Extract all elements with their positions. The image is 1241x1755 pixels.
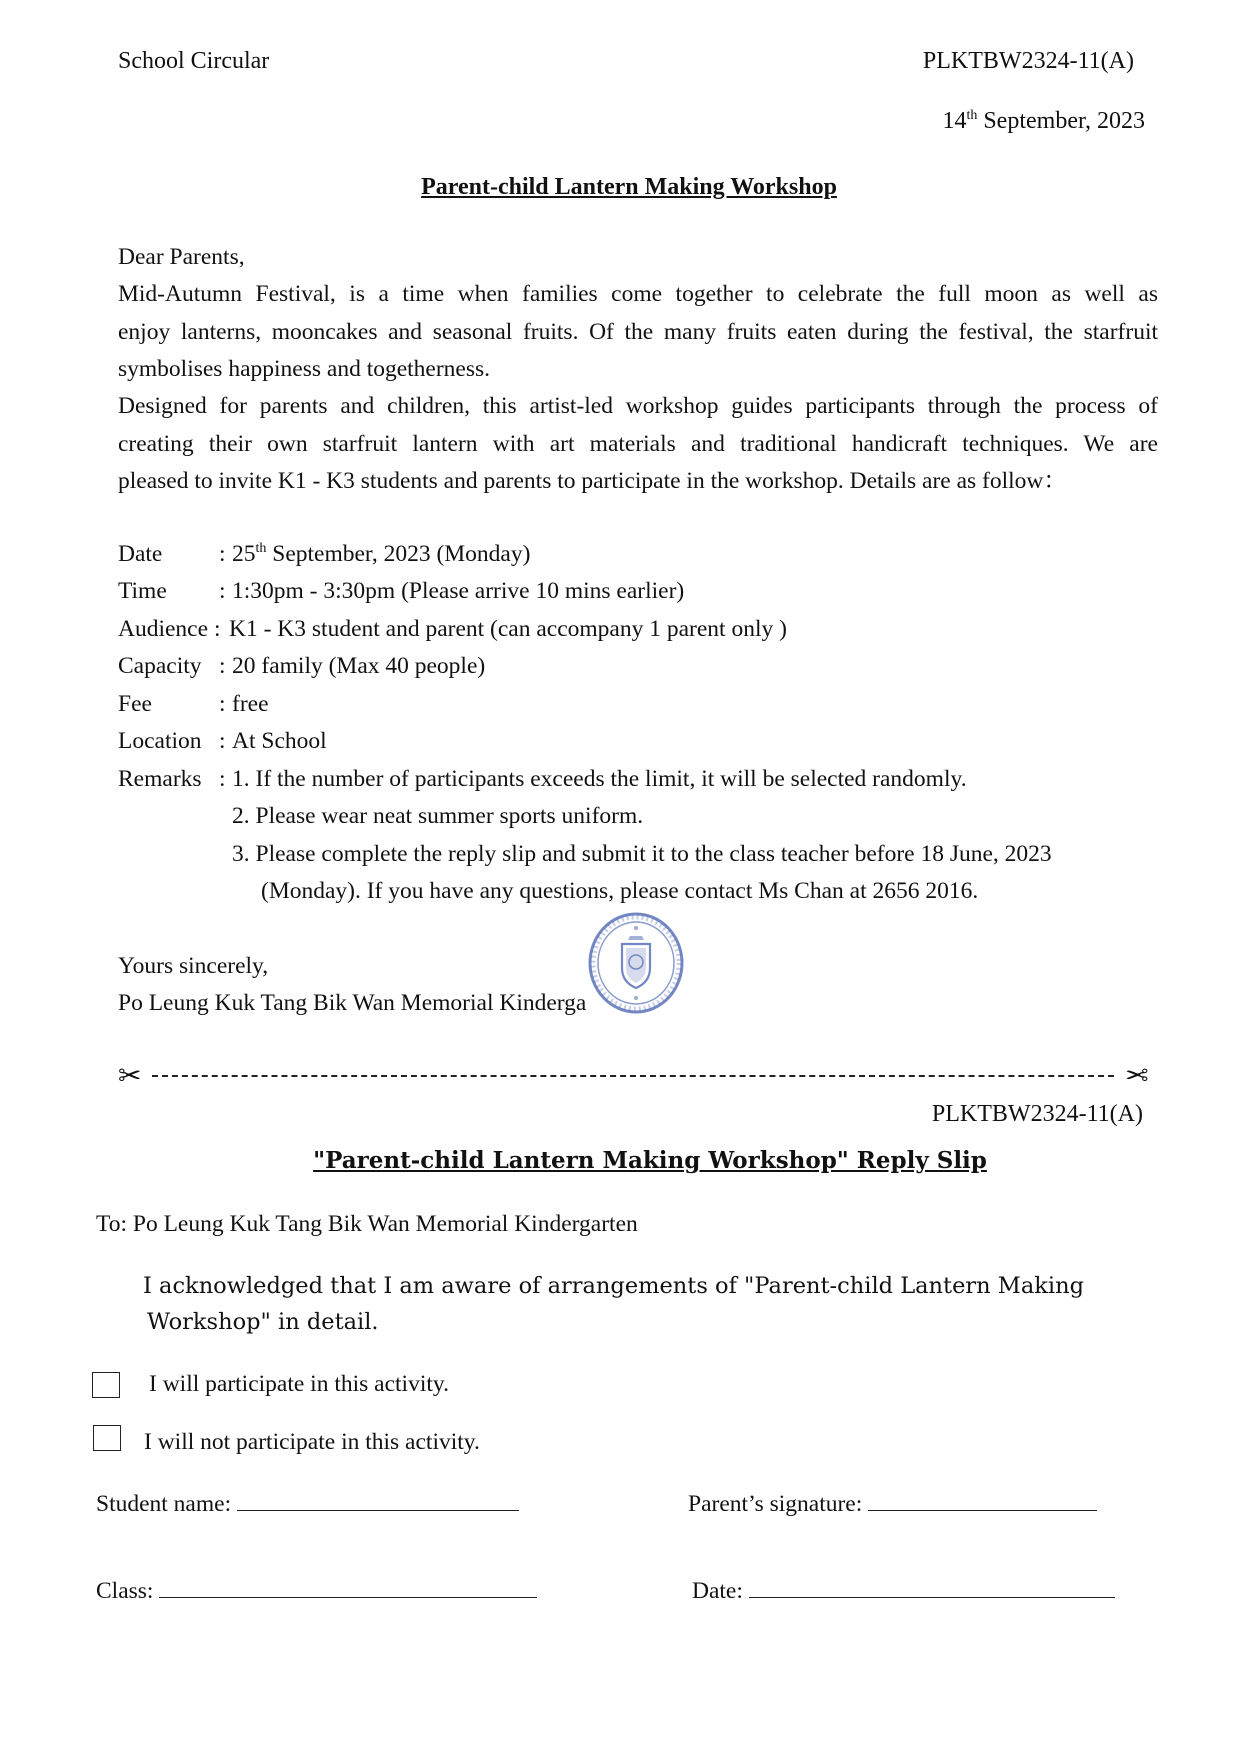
- circular-label: School Circular: [118, 48, 270, 74]
- circular-date: [942, 108, 1145, 135]
- date-field: [692, 1575, 1115, 1605]
- acknowledgement-line-2: Workshop" in detail.: [147, 1309, 379, 1335]
- audience-colon: :: [214, 616, 221, 642]
- location-label: Location: [118, 728, 202, 754]
- closing: Yours sincerely,: [118, 953, 269, 979]
- class-input[interactable]: [159, 1575, 537, 1598]
- student-name-label: Student name:: [96, 1491, 232, 1517]
- workshop-line-3: pleased to invite K1 - K3 students and parents to participate in the workshop. Details are as follow：: [118, 468, 1067, 494]
- acknowledgement-line-1: I acknowledged that I am aware of arrangements of "Parent-child Lantern Making: [143, 1273, 1084, 1299]
- slip-title: "Parent-child Lantern Making Workshop" Reply Slip: [313, 1147, 987, 1174]
- fee-colon: :: [219, 691, 226, 717]
- location-colon: :: [219, 728, 226, 754]
- cut-line: [118, 1061, 1148, 1091]
- event-date-rest: September, 2023 (Monday): [266, 541, 531, 567]
- remarks-label: Remarks: [118, 766, 202, 792]
- capacity-value: 20 family (Max 40 people): [232, 653, 486, 679]
- capacity-label: Capacity: [118, 653, 202, 679]
- time-value: 1:30pm - 3:30pm (Please arrive 10 mins earlier): [232, 578, 685, 604]
- not-participate-option-label: I will not participate in this activity.: [144, 1429, 480, 1455]
- date-label: Date: [118, 541, 163, 567]
- remark-3-continued: (Monday). If you have any questions, please contact Ms Chan at 2656 2016.: [261, 878, 979, 904]
- school-signature: Po Leung Kuk Tang Bik Wan Memorial Kinderga: [118, 990, 587, 1016]
- date-colon: :: [219, 541, 226, 567]
- dashed-divider: [152, 1075, 1114, 1077]
- class-field: [96, 1575, 537, 1605]
- intro-line-2: enjoy lanterns, mooncakes and seasonal fruits. Of the many fruits eaten during the festival, the starfruit: [118, 318, 1158, 345]
- audience-label: Audience: [118, 616, 209, 642]
- intro-paragraph: [118, 276, 1158, 389]
- student-name-input[interactable]: [237, 1488, 519, 1511]
- salutation: Dear Parents,: [118, 244, 245, 270]
- date-suffix: th: [966, 108, 978, 123]
- location-value: At School: [232, 728, 327, 754]
- scissors-icon: ✂: [1124, 1059, 1148, 1092]
- event-day: 25: [232, 541, 256, 567]
- class-label: Class:: [96, 1578, 154, 1604]
- date-value: [232, 541, 530, 568]
- time-label: Time: [118, 578, 167, 604]
- slip-date-input[interactable]: [749, 1575, 1115, 1598]
- parent-signature-input[interactable]: [868, 1488, 1097, 1511]
- student-name-field: [96, 1488, 519, 1518]
- date-day: 14: [942, 108, 967, 134]
- capacity-colon: :: [219, 653, 226, 679]
- slip-reference: PLKTBW2324-11(A): [931, 1101, 1143, 1127]
- remarks-colon: :: [219, 766, 226, 792]
- slip-recipient: To: Po Leung Kuk Tang Bik Wan Memorial Kindergarten: [96, 1211, 638, 1237]
- parent-signature-label: Parent’s signature:: [688, 1491, 863, 1517]
- workshop-line-1: Designed for parents and children, this artist-led workshop guides participants through the process of: [118, 393, 1158, 419]
- time-colon: :: [219, 578, 226, 604]
- workshop-paragraph: [118, 388, 1158, 501]
- participate-option-label: I will participate in this activity.: [149, 1371, 449, 1397]
- fee-value: free: [232, 691, 269, 717]
- audience-value: K1 - K3 student and parent (can accompany 1 parent only ): [229, 616, 787, 642]
- participate-checkbox[interactable]: [92, 1372, 120, 1398]
- not-participate-checkbox[interactable]: [93, 1425, 121, 1451]
- slip-date-label: Date:: [692, 1578, 743, 1604]
- intro-line-1: Mid-Autumn Festival, is a time when families come together to celebrate the full moon as well as: [118, 281, 1158, 307]
- event-day-suffix: th: [255, 541, 267, 557]
- workshop-line-2: creating their own starfruit lantern with art materials and traditional handicraft techniques. We are: [118, 430, 1158, 457]
- remark-1: 1. If the number of participants exceeds the limit, it will be selected randomly.: [232, 766, 967, 792]
- scissors-icon: ✂: [118, 1059, 142, 1092]
- remark-3: 3. Please complete the reply slip and submit it to the class teacher before 18 June, 2023: [232, 841, 1052, 867]
- fee-label: Fee: [118, 691, 152, 717]
- remark-2: 2. Please wear neat summer sports uniform.: [232, 803, 644, 829]
- parent-signature-field: [688, 1488, 1097, 1518]
- circular-reference: PLKTBW2324-11(A): [922, 48, 1134, 74]
- date-rest: September, 2023: [977, 108, 1145, 134]
- page-title: Parent-child Lantern Making Workshop: [421, 174, 837, 200]
- intro-line-3: symbolises happiness and togetherness.: [118, 356, 491, 382]
- school-seal-stamp: [588, 912, 684, 1014]
